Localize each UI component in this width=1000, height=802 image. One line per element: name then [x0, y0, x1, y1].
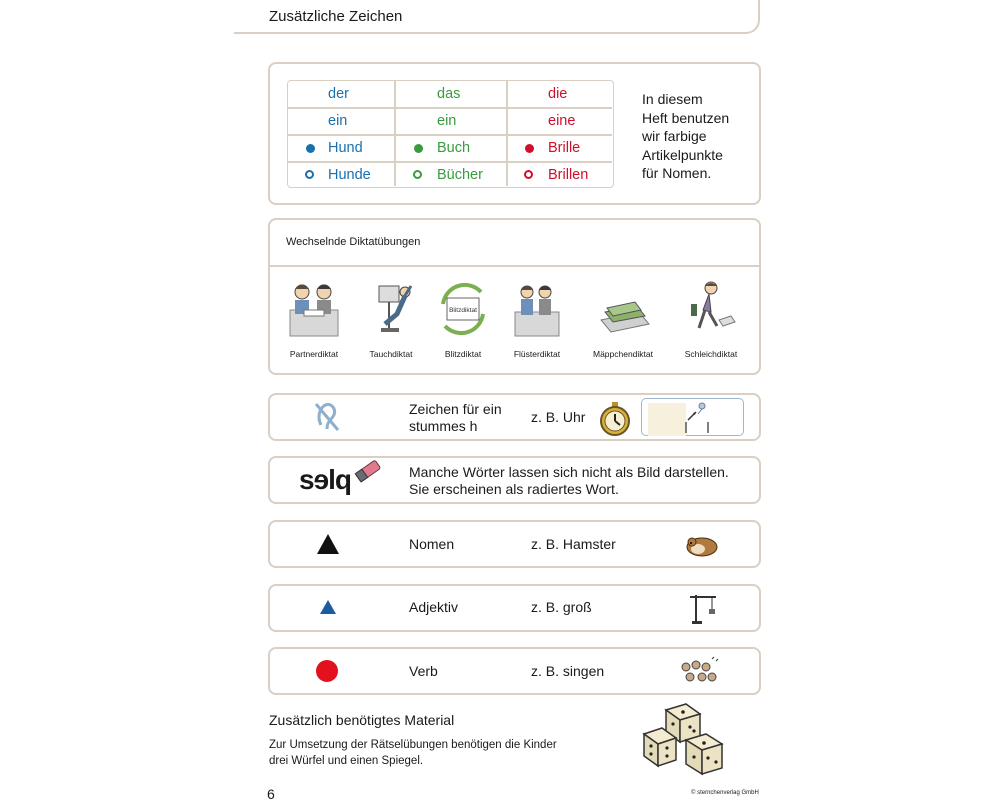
silent-h-description: Zeichen für ein stummes h	[409, 401, 502, 434]
red-dot-icon	[316, 660, 338, 682]
label-tauchdiktat: Tauchdiktat	[369, 349, 413, 359]
hamster-icon	[684, 532, 720, 558]
articles-explanation: In diesem Heft benutzen wir farbige Artikelpunkte für Nomen.	[642, 91, 730, 181]
noun-hund: Hund	[328, 140, 363, 156]
red-ring-icon	[524, 170, 533, 179]
whisper-dictation-icon	[507, 280, 567, 338]
noun-buch: Buch	[437, 140, 471, 156]
label-blitzdiktat: Blitzdiktat	[444, 349, 482, 359]
page-title: Zusätzliche Zeichen	[269, 8, 403, 25]
silent-ear-icon	[313, 401, 341, 433]
eraser-icon	[352, 459, 384, 483]
sneak-dictation-icon	[681, 280, 741, 338]
article-die: die	[548, 86, 568, 102]
article-der: der	[328, 86, 349, 102]
dictation-title: Wechselnde Diktatübungen	[286, 236, 421, 248]
noun-example: z. B. Hamster	[531, 536, 616, 552]
black-triangle-icon	[316, 533, 340, 555]
article-ein-m: ein	[328, 113, 348, 129]
verb-label: Verb	[409, 663, 438, 679]
blue-ring-icon	[305, 170, 314, 179]
adjective-label: Adjektiv	[409, 599, 459, 615]
choir-icon	[678, 655, 720, 687]
noun-brillen: Brillen	[548, 167, 589, 183]
pocket-watch-icon	[598, 401, 632, 437]
dictation-partner	[274, 280, 354, 359]
dictation-divider	[270, 265, 759, 267]
label-fluesterdiktat: Flüsterdiktat	[513, 349, 561, 359]
article-eine: eine	[548, 113, 576, 129]
article-ein-n: ein	[437, 113, 457, 129]
dictation-fluester	[497, 280, 577, 359]
material-text: Zur Umsetzung der Rätselübungen benötigen die Kinder drei Würfel und einen Spiegel.	[269, 739, 557, 767]
copyright: © sternchenverlag GmbH	[691, 790, 759, 796]
noun-hunde: Hunde	[328, 167, 371, 183]
label-maeppchendiktat: Mäppchendiktat	[592, 349, 653, 359]
blue-triangle-icon	[319, 599, 337, 615]
dictation-maeppchen	[583, 280, 663, 359]
dictation-schleich	[671, 280, 751, 359]
label-schleichdiktat: Schleichdiktat	[684, 349, 738, 359]
noun-buecher: Bücher	[437, 167, 483, 183]
blue-dot-icon	[306, 144, 315, 153]
pin-arrow-icon	[682, 400, 712, 434]
silent-h-example: z. B. Uhr	[531, 409, 586, 425]
svg-text:Blitzdiktat: Blitzdiktat	[449, 307, 477, 314]
articles-table	[287, 80, 614, 188]
noun-label: Nomen	[409, 536, 455, 552]
crane-icon	[686, 591, 720, 625]
dice-icon	[640, 700, 726, 778]
red-dot-icon	[525, 144, 534, 153]
partner-dictation-icon	[284, 280, 344, 338]
label-partnerdiktat: Partnerdiktat	[289, 349, 339, 359]
adjective-example: z. B. groß	[531, 599, 592, 615]
green-dot-icon	[414, 144, 423, 153]
article-das: das	[437, 86, 461, 102]
verb-example: z. B. singen	[531, 663, 605, 679]
material-title: Zusätzlich benötigtes Material	[269, 712, 455, 728]
paper-sketch	[648, 403, 686, 436]
green-ring-icon	[413, 170, 422, 179]
noun-brille: Brille	[548, 140, 581, 156]
page-number: 6	[267, 786, 275, 802]
dive-dictation-icon	[361, 280, 421, 338]
erased-word: sɘlq	[299, 464, 352, 495]
folder-dictation-icon	[593, 280, 653, 338]
erased-description: Manche Wörter lassen sich nicht als Bild darstellen. Sie erscheinen als radiertes Wort.	[409, 464, 729, 497]
dictation-tauch	[351, 280, 431, 359]
flash-dictation-icon	[433, 280, 493, 338]
dictation-blitz	[423, 280, 503, 359]
